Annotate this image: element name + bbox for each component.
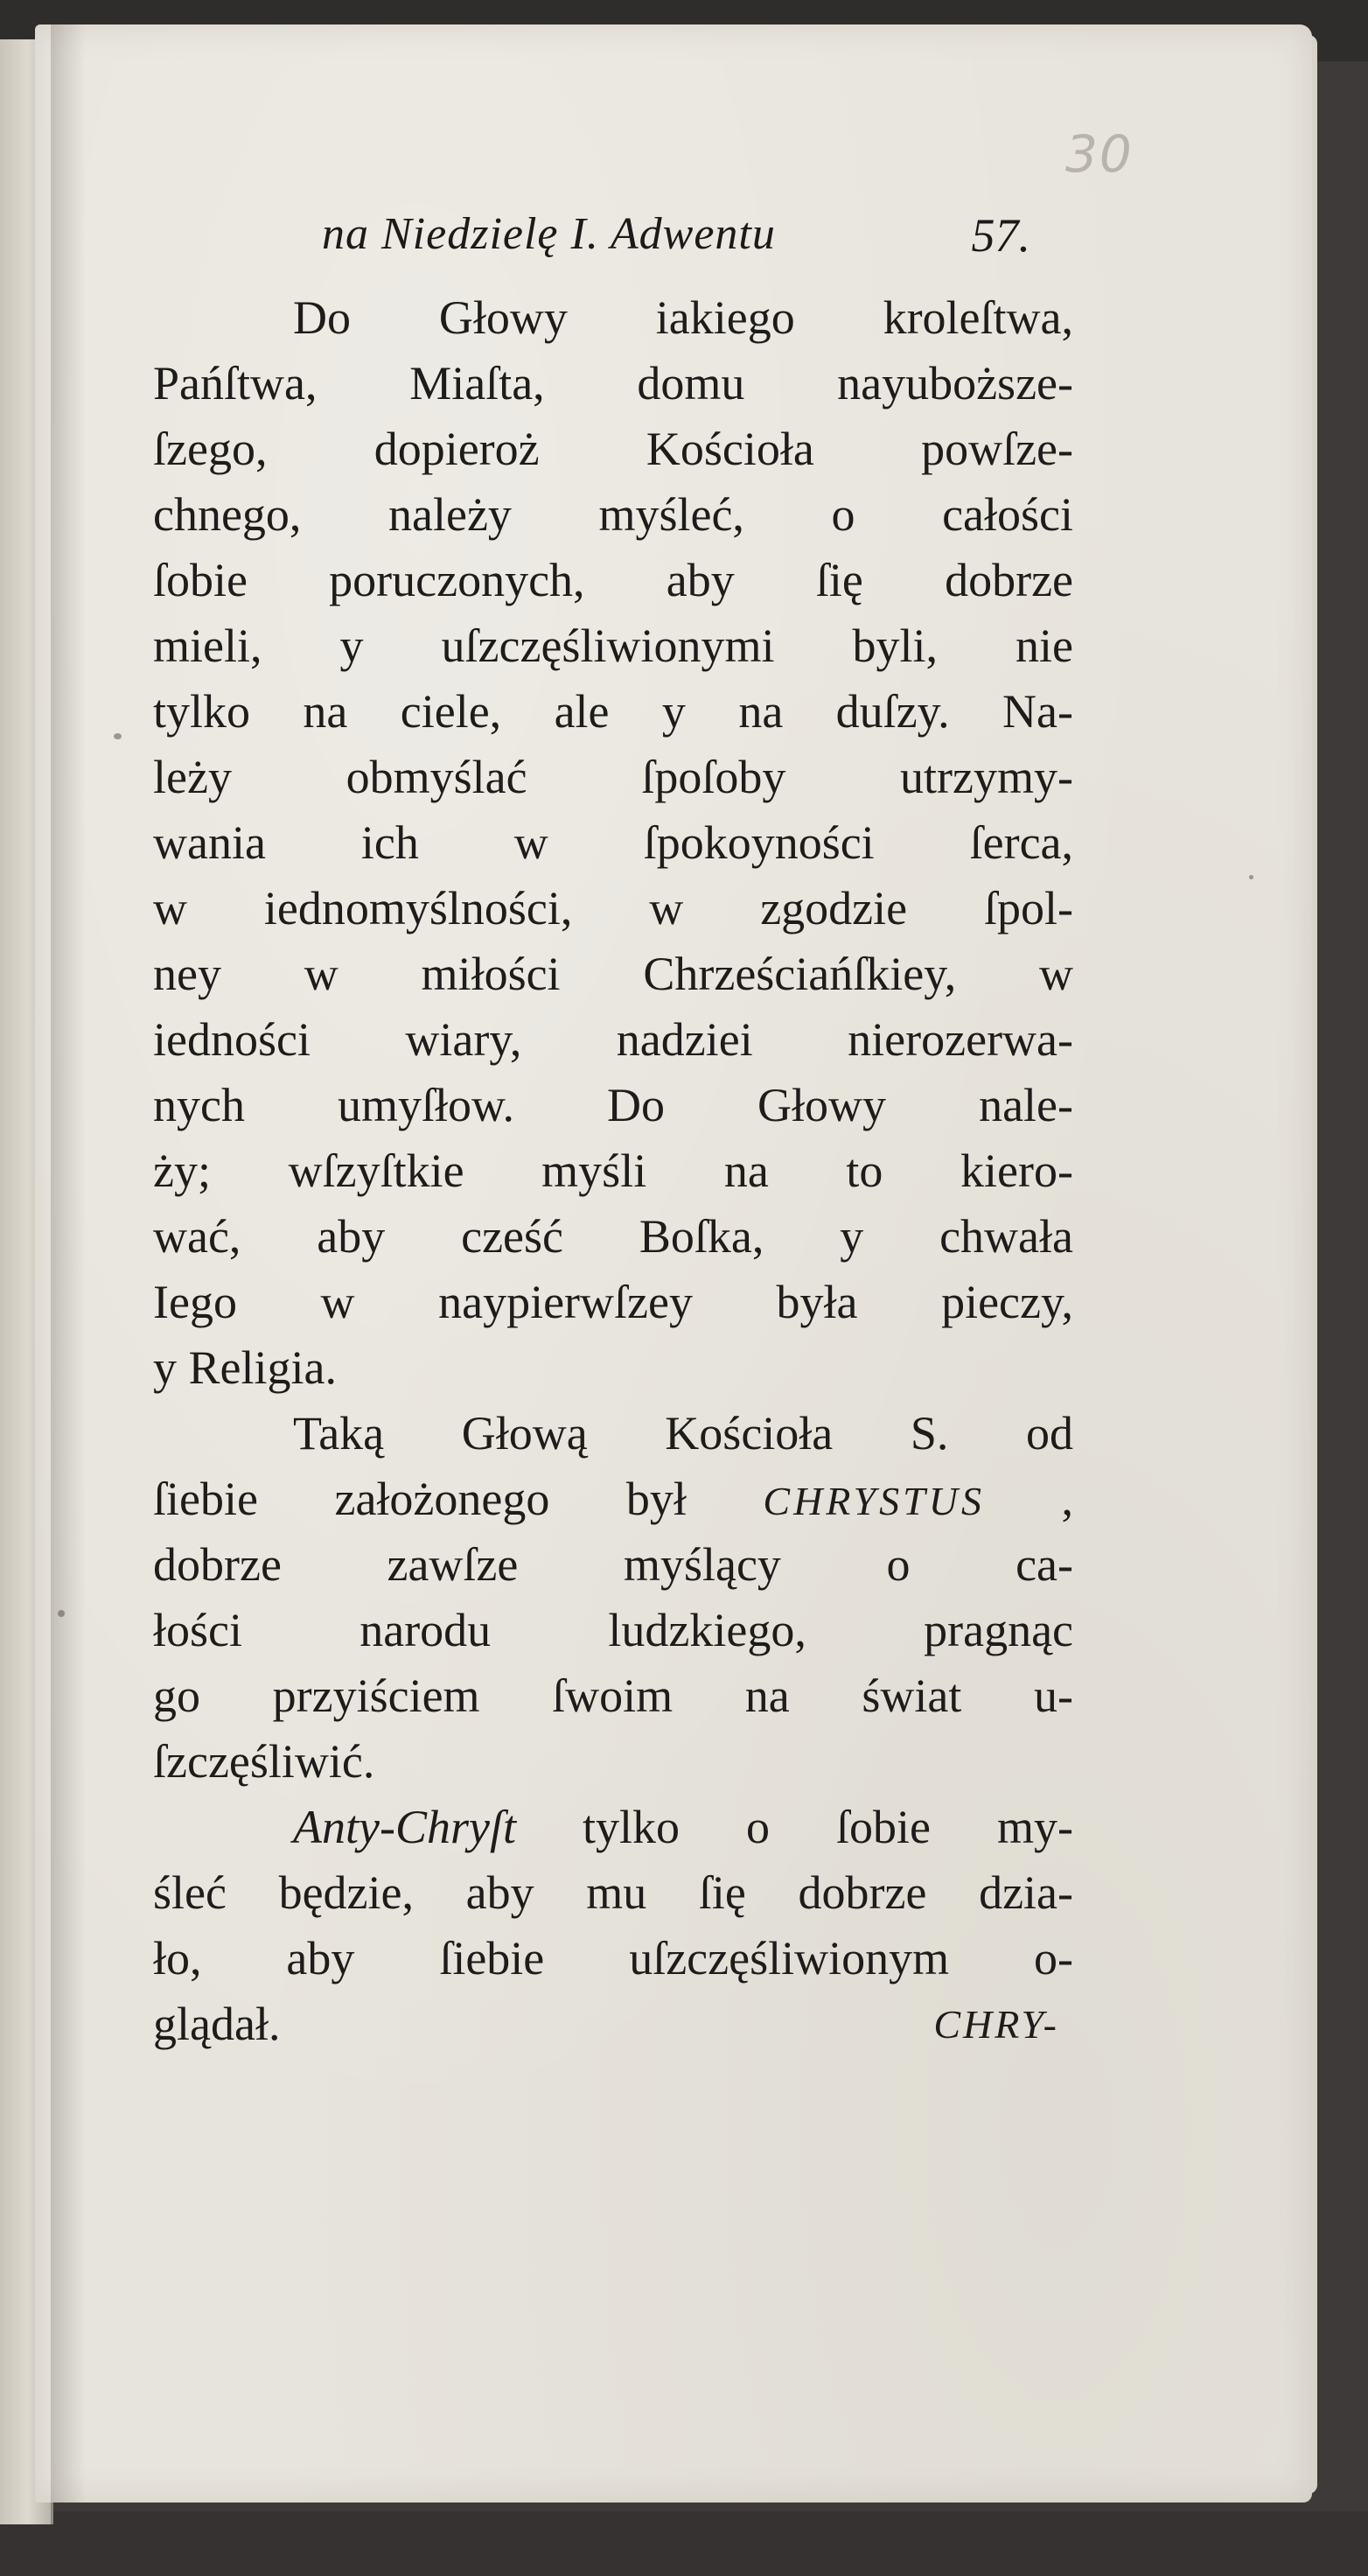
paragraph-1 bbox=[153, 285, 1073, 1401]
text-line: nych umyſłow. Do Głowy nale- bbox=[153, 1079, 1073, 1131]
text-line: Taką Głową Kościoła S. od bbox=[293, 1407, 1073, 1460]
text-fragment: glądał. bbox=[153, 1998, 281, 2050]
paper-speck bbox=[1249, 875, 1253, 879]
gutter-shadow bbox=[51, 24, 86, 2502]
text-line: Iego w naypierwſzey była pieczy, bbox=[153, 1276, 1073, 1328]
text-line: iedności wiary, nadziei nierozerwa- bbox=[153, 1013, 1073, 1066]
name-christ: CHRYSTUS bbox=[763, 1479, 985, 1523]
text-line: ney w miłości Chrześciańſkiey, w bbox=[153, 948, 1073, 1000]
text-line: leży obmyślać ſpoſoby utrzymy- bbox=[153, 751, 1073, 803]
running-head bbox=[322, 208, 1030, 278]
text-line: tylko na ciele, ale y na duſzy. Na- bbox=[153, 685, 1073, 738]
name-antichrist: Anty-Chryſt bbox=[293, 1801, 516, 1853]
text-line: wania ich w ſpokoyności ſerca, bbox=[153, 816, 1073, 869]
running-head-title: na Niedzielę I. Adwentu bbox=[322, 209, 776, 259]
paragraph-3 bbox=[153, 1795, 1073, 2057]
text-line: chnego, należy myśleć, o całości bbox=[153, 488, 1073, 541]
paper-speck bbox=[58, 1610, 65, 1617]
text-line bbox=[153, 1795, 1073, 1860]
text-line: śleć będzie, aby mu ſię dobrze dzia- bbox=[153, 1866, 1073, 1919]
text-fragment: ſiebie założonego był bbox=[153, 1473, 764, 1525]
text-line: mieli, y uſzczęśliwionymi byli, nie bbox=[153, 620, 1073, 672]
body-text bbox=[153, 285, 1073, 2057]
paragraph-2 bbox=[153, 1401, 1073, 1795]
page-number: 57. bbox=[971, 209, 1030, 262]
text-fragment: tylko o ſobie my- bbox=[515, 1801, 1073, 1853]
text-line bbox=[153, 1992, 1073, 2057]
text-line: ży; wſzyſtkie myśli na to kiero- bbox=[153, 1144, 1073, 1197]
scan-background-bottom bbox=[0, 2511, 1368, 2576]
text-line: ſzego, dopieroż Kościoła powſze- bbox=[153, 423, 1073, 475]
text-line: ło, aby ſiebie uſzczęśliwionym o- bbox=[153, 1932, 1073, 1984]
text-fragment: , bbox=[984, 1473, 1073, 1525]
text-line: w iednomyślności, w zgodzie ſpol- bbox=[153, 882, 1073, 934]
text-line bbox=[153, 1466, 1073, 1532]
paper-speck bbox=[114, 733, 122, 739]
text-line: wać, aby cześć Boſka, y chwała bbox=[153, 1210, 1073, 1263]
text-line: go przyiściem ſwoim na świat u- bbox=[153, 1670, 1073, 1722]
text-line: ſzczęśliwić. bbox=[153, 1735, 375, 1788]
catchword: CHRY- bbox=[933, 2002, 1059, 2047]
text-line: Do Głowy iakiego kroleſtwa, bbox=[293, 291, 1073, 344]
text-line: ſobie poruczonych, aby ſię dobrze bbox=[153, 554, 1073, 606]
text-line: Pańſtwa, Miaſta, domu nayuboższe- bbox=[153, 357, 1073, 410]
pencil-folio-number: 30 bbox=[1065, 124, 1134, 184]
text-line: dobrze zawſze myślący o ca- bbox=[153, 1538, 1073, 1591]
text-line: y Religia. bbox=[153, 1341, 337, 1394]
text-line: łości narodu ludzkiego, pragnąc bbox=[153, 1604, 1073, 1656]
